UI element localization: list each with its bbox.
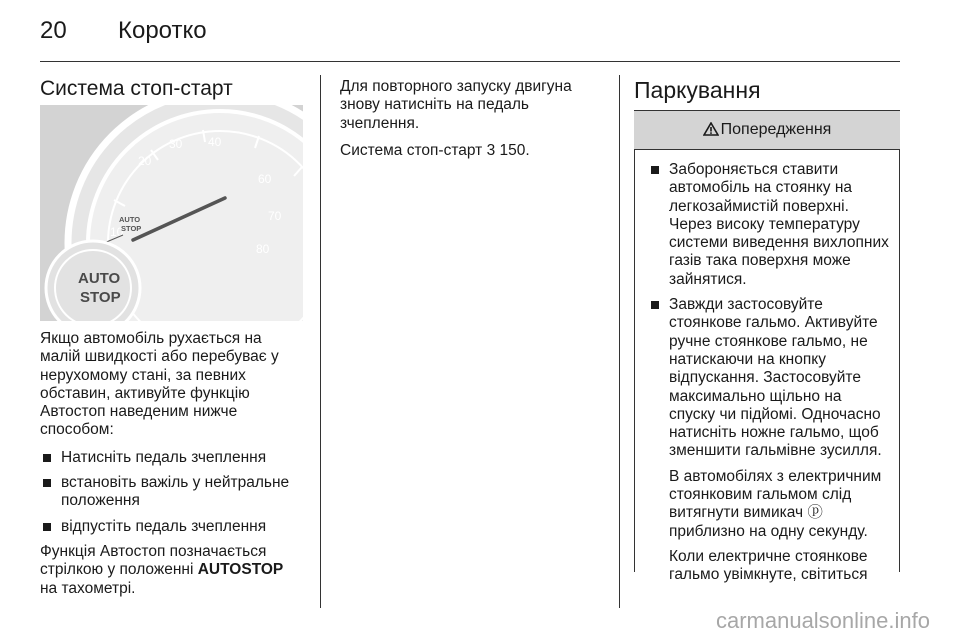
- left-column-text: [40, 330, 310, 607]
- warning-header: [634, 110, 900, 150]
- outro-paragraph: Функція Автостоп позначається стрілкою у положенні AUTOSTOP на тахометрі.: [40, 542, 284, 597]
- warning-body: [648, 161, 898, 592]
- tick-label: 80: [256, 242, 270, 256]
- warning-box: [634, 110, 900, 584]
- list-item: Завжди застосовуйте стоянкове гальмо. Активуйте ручне стоянкове гальмо, не натискаючи на кнопку відпускання. Застосовуйте максимально щільно на спуску чи підйомі. Одночасно натисніть ножне гальмо, щоб зменшити гальмівне зусилля.: [648, 296, 898, 461]
- autostop-marker: STOP: [121, 224, 142, 233]
- tick-label: 10: [110, 225, 124, 239]
- header-rule: [40, 61, 900, 62]
- brake-indicator-paragraph: Коли електричне стоянкове гальмо увімкнуте, світиться: [669, 547, 868, 584]
- list-item: відпустіть педаль зчеплення: [40, 518, 310, 536]
- autostop-term: AUTOSTOP: [197, 561, 284, 579]
- section-title-parking: Паркування: [634, 77, 761, 103]
- reference-page: 150.: [495, 141, 530, 159]
- autostop-button-label: AUTO: [78, 270, 121, 287]
- chapter-title: Коротко: [118, 17, 207, 44]
- tachometer-illustration: [40, 105, 303, 321]
- tick-label: 20: [138, 154, 152, 168]
- list-item: встановіть важіль у нейтральне положення: [40, 474, 310, 511]
- column-divider-1: [320, 75, 321, 608]
- section-title-stop-start: Система стоп-старт: [40, 77, 233, 100]
- list-item: Натисніть педаль зчеплення: [40, 449, 310, 467]
- tick-label: 40: [208, 135, 222, 149]
- column-divider-2: [619, 75, 620, 608]
- tick-label: 30: [169, 137, 183, 151]
- middle-column-text: [340, 78, 610, 169]
- restart-paragraph: Для повторного запуску двигуна знову натисніть на педаль зчеплення.: [340, 78, 572, 132]
- electric-parking-brake-paragraph: В автомобілях з електричним стоянковим гальмом слід витягнути вимикач ⓟ приблизно на одну секунду.: [669, 467, 882, 540]
- reference-arrow-icon: 3: [486, 141, 496, 159]
- warning-box-border: [899, 110, 900, 572]
- page-number: 20: [40, 17, 67, 44]
- warning-triangle-icon: [703, 122, 719, 136]
- intro-paragraph: Якщо автомобіль рухається на малій швидкості або перебуває у нерухомому стані, за певних обставин, активуйте функцію Автостоп наведеним нижче способом:: [40, 330, 279, 439]
- autostop-marker: AUTO: [119, 215, 141, 224]
- autostop-button-label: STOP: [80, 289, 121, 306]
- warning-title: Попередження: [720, 121, 832, 138]
- list-item: Забороняється ставити автомобіль на стоянку на легкозаймистій поверхні. Через високу температуру системи виведення вихлопних газів така поверхня може зайнятися.: [648, 161, 898, 289]
- tick-label: 60: [258, 172, 272, 186]
- warning-box-border: [634, 110, 635, 572]
- page-header: [0, 0, 960, 62]
- tachometer-graphic: [40, 105, 303, 321]
- watermark: carmanualsonline.info: [715, 608, 930, 633]
- cross-reference: Система стоп-старт 3 150.: [340, 141, 530, 159]
- tick-label: 70: [268, 209, 282, 223]
